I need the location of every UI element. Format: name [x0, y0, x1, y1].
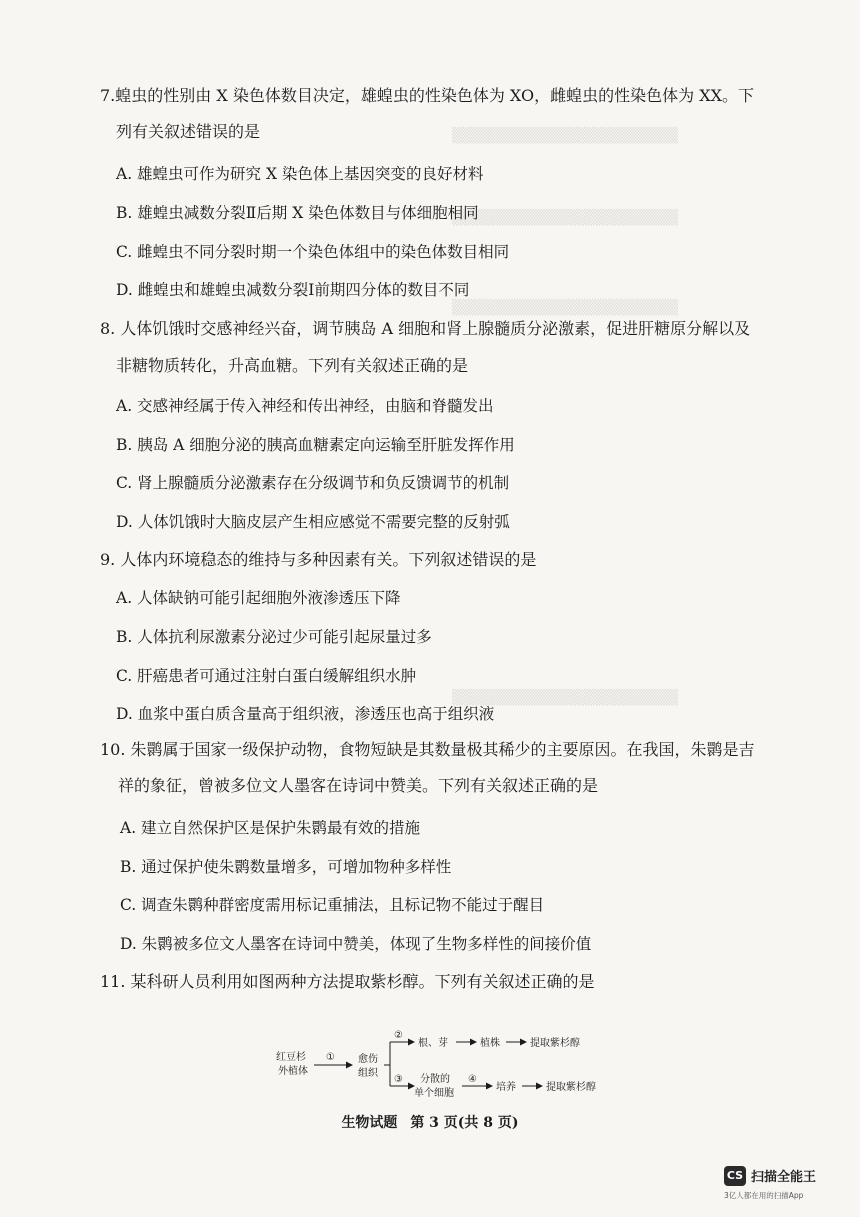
option-c: C. 肝癌患者可通过注射白蛋白缓解组织水肿	[116, 667, 417, 685]
callus-label-1: 愈伤	[358, 1054, 378, 1065]
option-b: B. 雄蝗虫减数分裂Ⅱ后期 X 染色体数目与体细胞相同	[116, 204, 479, 222]
question-stem-line: 7.蝗虫的性别由 X 染色体数目决定，雄蝗虫的性染色体为 XO，雌蝗虫的性染色体为 XX。下	[100, 86, 755, 105]
option-d: D. 人体饥饿时大脑皮层产生相应感觉不需要完整的反射弧	[116, 513, 510, 531]
footer-subject: 生物试题	[341, 1115, 398, 1131]
option-b: B. 人体抗利尿激素分泌过少可能引起尿量过多	[116, 628, 432, 646]
callus-label-2: 组织	[358, 1068, 378, 1079]
option-c: C. 雌蝗虫不同分裂时期一个染色体组中的染色体数目相同	[116, 243, 510, 261]
scanner-tagline: 3亿人都在用的扫描App	[724, 1191, 804, 1200]
option-c: C. 调查朱鹮种群密度需用标记重捕法，且标记物不能过于醒目	[120, 896, 545, 914]
option-b: B. 通过保护使朱鹮数量增多，可增加物种多样性	[120, 858, 452, 876]
cells-label-1: 分散的	[420, 1074, 450, 1085]
option-d: D. 血浆中蛋白质含量高于组织液，渗透压也高于组织液	[116, 705, 495, 723]
bleed-through-text: ▒▒▒▒▒▒▒▒▒▒▒▒▒▒▒▒▒▒▒▒▒	[452, 128, 679, 144]
step4-label: ④	[468, 1074, 477, 1085]
footer-page-number: 第 3 页(共 8 页)	[410, 1115, 519, 1131]
cells-label-2: 单个细胞	[414, 1088, 454, 1099]
question-stem-line: 列有关叙述错误的是	[116, 122, 261, 141]
question-stem-line: 10. 朱鹮属于国家一级保护动物，食物短缺是其数量极其稀少的主要原因。在我国，朱鹮是吉	[100, 740, 755, 759]
page-footer	[0, 1112, 860, 1132]
option-a: A. 交感神经属于传入神经和传出神经，由脑和脊髓发出	[116, 397, 494, 415]
question-stem-line: 8. 人体饥饿时交感神经兴奋，调节胰岛 A 细胞和肾上腺髓质分泌激素，促进肝糖原分解以及	[100, 319, 751, 338]
step3-label: ③	[394, 1074, 403, 1085]
extract-bottom-label: 提取紫杉醇	[546, 1082, 596, 1093]
cs-logo-icon: CS	[724, 1166, 746, 1186]
taxol-extraction-diagram	[270, 1028, 670, 1108]
option-b: B. 胰岛 A 细胞分泌的胰高血糖素定向运输至肝脏发挥作用	[116, 436, 515, 454]
bleed-through-text: ▒▒▒▒▒▒▒▒▒▒▒▒▒▒▒▒▒▒▒▒▒	[452, 210, 679, 226]
scanner-app-name: 扫描全能王	[751, 1170, 817, 1185]
step1-label: ①	[326, 1052, 335, 1063]
question-stem-line: 祥的象征，曾被多位文人墨客在诗词中赞美。下列有关叙述正确的是	[118, 776, 599, 795]
source-label-2: 外植体	[278, 1066, 308, 1077]
option-a: A. 人体缺钠可能引起细胞外液渗透压下降	[116, 589, 401, 607]
bleed-through-text: ▒▒▒▒▒▒▒▒▒▒▒▒▒▒▒▒▒▒▒▒▒	[452, 690, 679, 706]
question-stem-line: 非糖物质转化，升高血糖。下列有关叙述正确的是	[116, 356, 469, 375]
plant-label: 植株	[480, 1038, 500, 1049]
step2-label: ②	[394, 1030, 403, 1041]
flow-diagram-svg	[270, 1028, 670, 1108]
option-a: A. 建立自然保护区是保护朱鹮最有效的措施	[120, 819, 421, 837]
scanner-watermark	[724, 1164, 844, 1204]
option-d: D. 雌蝗虫和雄蝗虫减数分裂Ⅰ前期四分体的数目不同	[116, 281, 470, 299]
extract-top-label: 提取紫杉醇	[530, 1038, 580, 1049]
option-d: D. 朱鹮被多位文人墨客在诗词中赞美，体现了生物多样性的间接价值	[120, 935, 592, 953]
roots-buds-label: 根、芽	[418, 1038, 448, 1049]
option-a: A. 雄蝗虫可作为研究 X 染色体上基因突变的良好材料	[116, 165, 484, 183]
question-stem-line: 11. 某科研人员利用如图两种方法提取紫杉醇。下列有关叙述正确的是	[100, 972, 595, 991]
source-label-1: 红豆杉	[276, 1052, 306, 1063]
bleed-through-text: ▒▒▒▒▒▒▒▒▒▒▒▒▒▒▒▒▒▒▒▒▒	[452, 300, 679, 316]
culture-label: 培养	[496, 1082, 516, 1093]
option-c: C. 肾上腺髓质分泌激素存在分级调节和负反馈调节的机制	[116, 474, 510, 492]
question-stem-line: 9. 人体内环境稳态的维持与多种因素有关。下列叙述错误的是	[100, 550, 537, 569]
